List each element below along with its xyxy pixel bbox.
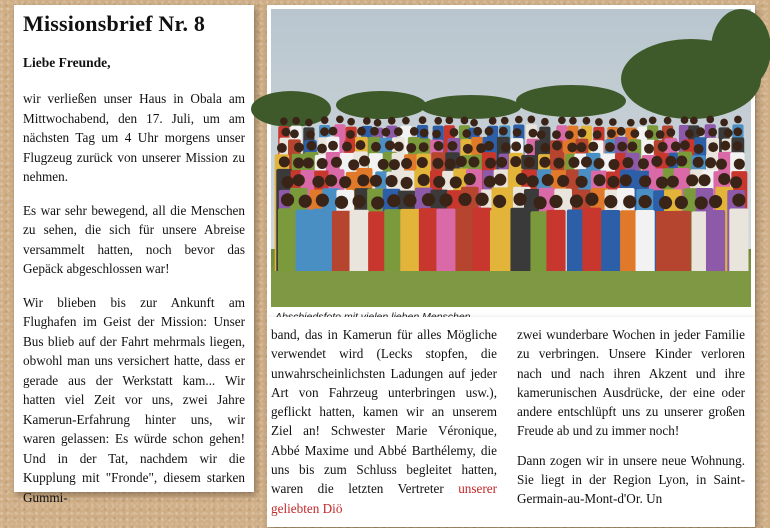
greeting: Liebe Freunde, bbox=[23, 55, 111, 70]
group-photo-illustration bbox=[271, 9, 751, 307]
column-2-text: band, das in Kamerun für alles Mögliche verwendet wird (Lecks stopfen, die unwahrscheinlichsten Ladungen auf jeder Art von Fahrzeug unterbringen usw.), geflickt hatten, kamen wir an unserem Ziel an! Schwester Marie Véronique, Abbé Maxime und Abbé Barthélemy, die uns bis zum Schluss begleitet hatten, waren die letzten Vertreter bbox=[271, 327, 497, 497]
column-3-paragraph-1: zwei wunderbare Wochen in jeder Familie zu verbringen. Unsere Kinder verloren nach und nach ihren Akzent und ihre kamerunischen Ausdrücke, der eine oder andere entschlüpft uns zu unserer großen Freude ab und zu immer noch! bbox=[517, 327, 745, 439]
photo-frame bbox=[267, 5, 755, 317]
paragraph-2: Es war sehr bewegend, all die Menschen zu sehen, die sich für unsere Abreise versammelt hatten, noch bevor das Gepäck abgeschlossen war! bbox=[23, 202, 245, 276]
letter-intro-panel bbox=[14, 5, 254, 505]
column-2-paragraph bbox=[271, 325, 497, 518]
page-title: Missionsbrief Nr. 8 bbox=[23, 11, 206, 36]
paragraph-3: Wir blieben bis zur Ankunft am Flughafen im Geist der Mission: Unser Bus blieb auf der Fahrt mehrmals liegen, obwohl man uns versichert hatte, dass er gerade aus der Werkstatt kam... Wir hatten viel Zeit vor uns, zwei Jahre Kamerun-Erfahrung hinter uns, wir waren gelassen: Es würde schon gehen! Und in der Tat, nachdem wir die Kupplung mit "Fronde", diesem starken Gummi- bbox=[23, 294, 245, 505]
highlighted-text: unserer geliebten Diö bbox=[271, 481, 497, 516]
paragraph-1: wir verließen unser Haus in Obala am Mittwochabend, den 17. Juli, um am nächsten Tag um 4 Uhr morgens unser Flugzeug zurück von unserer Mission zu nehmen. bbox=[23, 91, 245, 184]
crowd bbox=[271, 115, 751, 307]
text-column-2 bbox=[271, 325, 497, 528]
text-column-3 bbox=[517, 325, 745, 519]
letter-continuation bbox=[267, 317, 755, 527]
column-3-paragraph-2: Dann zogen wir in unsere neue Wohnung. Sie liegt in der Region Lyon, in Saint-Germain-au-Mont-d'Or. Un bbox=[517, 452, 745, 507]
farewell-group-photo bbox=[271, 9, 751, 307]
